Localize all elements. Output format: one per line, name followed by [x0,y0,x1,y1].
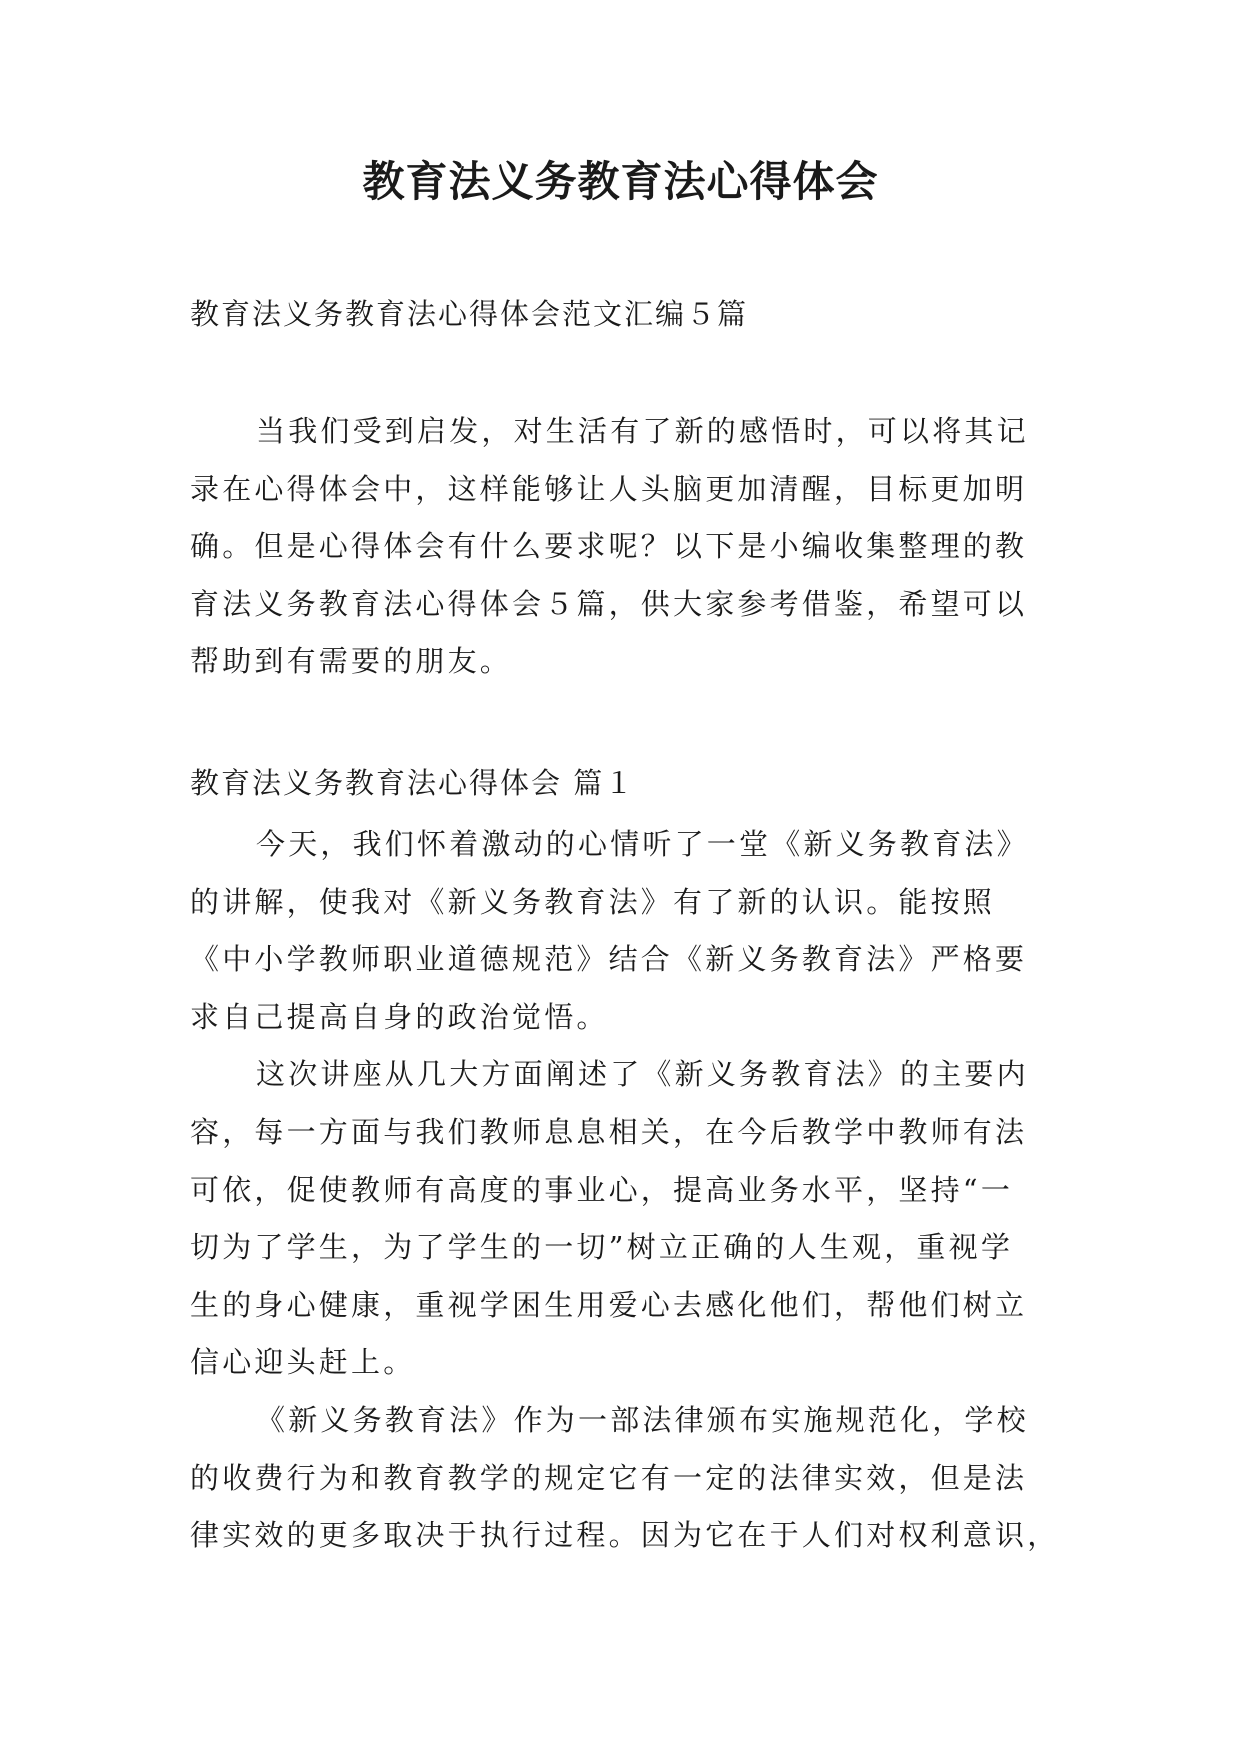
intro-paragraph [190,403,1050,691]
section-body [190,816,1060,1565]
document-title: 教育法义务教育法心得体会 [362,157,879,206]
intro-line: 确。但是心得体会有什么要求呢？以下是小编收集整理的教 [190,529,1028,564]
body-line: 的收费行为和教育教学的规定它有一定的法律实效，但是法 [190,1460,1028,1495]
body-line: 信心迎头赶上。 [190,1345,416,1380]
document-subtitle: 教育法义务教育法心得体会范文汇编５篇 [190,297,749,331]
body-paragraph [190,816,1050,1046]
section-heading: 教育法义务教育法心得体会 篇１ [190,766,636,800]
body-line: 的讲解，使我对《新义务教育法》有了新的认识。能按照 [190,884,996,919]
body-line: 今天，我们怀着激动的心情听了一堂《新义务教育法》 [256,827,1029,861]
intro-line: 当我们受到启发，对生活有了新的感悟时，可以将其记 [256,414,1029,448]
intro-line: 帮助到有需要的朋友。 [190,644,513,679]
body-paragraph [190,1046,1050,1392]
body-line: 《中小学教师职业道德规范》结合《新义务教育法》严格要 [190,942,1028,977]
body-line: 可依，促使教师有高度的事业心，提高业务水平，坚持“一 [190,1172,1014,1207]
body-line: 《新义务教育法》作为一部法律颁布实施规范化，学校 [256,1402,1029,1437]
body-line: 容，每一方面与我们教师息息相关，在今后教学中教师有法 [190,1114,1028,1149]
intro-line: 育法义务教育法心得体会５篇，供大家参考借鉴，希望可以 [190,586,1028,621]
body-line: 求自己提高自身的政治觉悟。 [190,999,609,1034]
body-paragraph [190,1392,1060,1565]
body-line: 这次讲座从几大方面阐述了《新义务教育法》的主要内 [256,1057,1029,1092]
body-line: 生的身心健康，重视学困生用爱心去感化他们，帮他们树立 [190,1287,1028,1322]
body-line: 切为了学生，为了学生的一切”树立正确的人生观，重视学 [190,1230,1014,1265]
body-line: 律实效的更多取决于执行过程。因为它在于人们对权利意识， [190,1518,1060,1553]
intro-line: 录在心得体会中，这样能够让人头脑更加清醒，目标更加明 [190,471,1028,506]
